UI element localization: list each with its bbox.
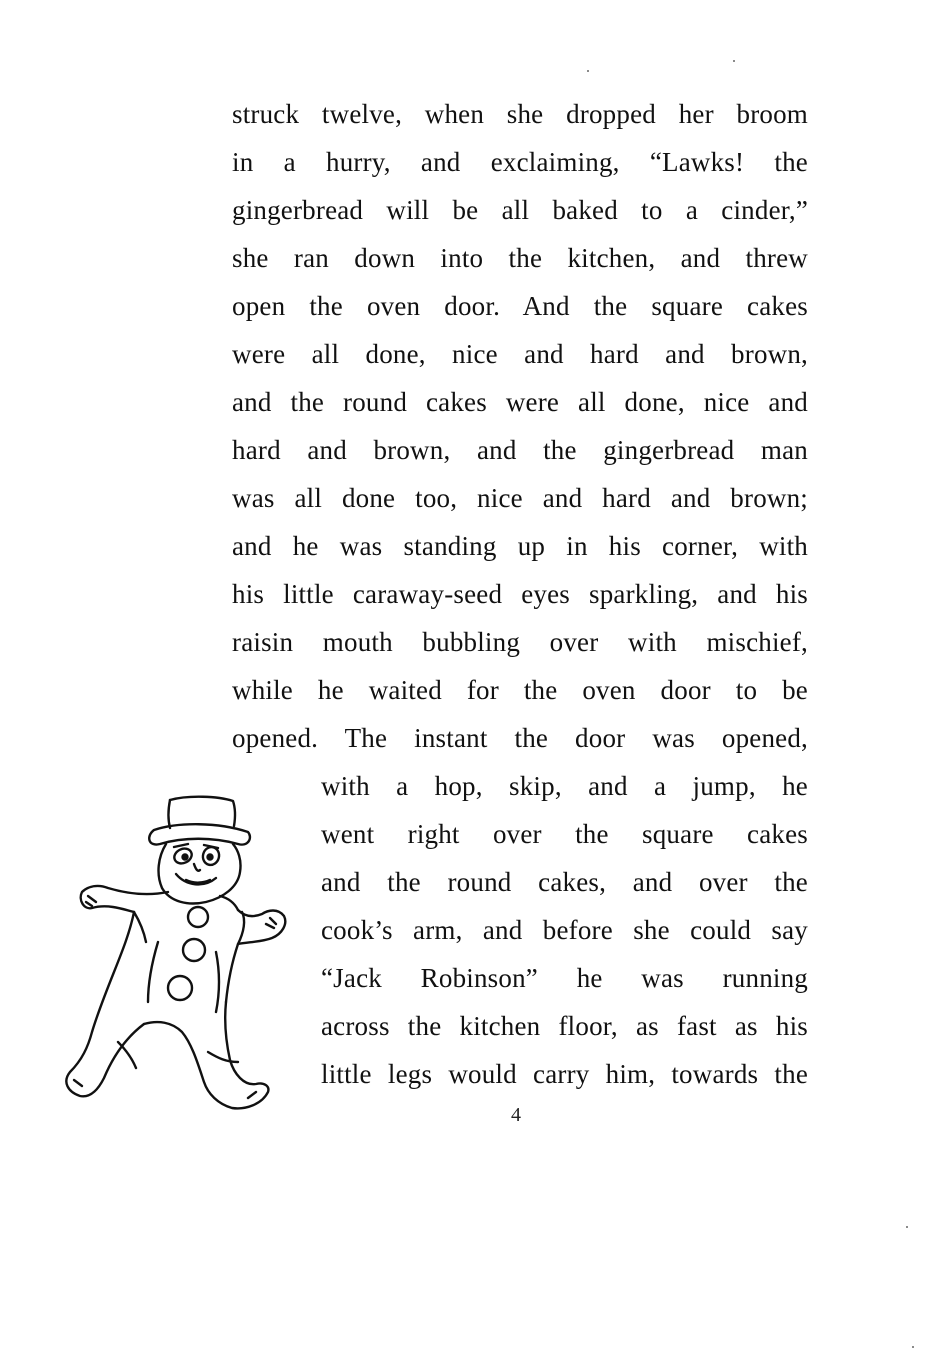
text-line: in a hurry, and exclaiming, “Lawks! the [232,147,808,177]
paper-speck [733,60,735,62]
text-line-indented: and the round cakes, and over the [321,867,808,897]
text-line: and the round cakes were all done, nice and [232,387,808,417]
text-line: and he was standing up in his corner, with [232,531,808,561]
text-line: opened. The instant the door was opened, [232,723,808,753]
text-line-indented: “Jack Robinson” he was running [321,963,808,993]
text-line: struck twelve, when she dropped her broom [232,99,808,129]
text-line-indented: cook’s arm, and before she could say [321,915,808,945]
text-line: open the oven door. And the square cakes [232,291,808,321]
text-line: gingerbread will be all baked to a cinder,” [232,195,808,225]
paper-speck [912,1346,914,1348]
text-line: were all done, nice and hard and brown, [232,339,808,369]
page-number: 4 [511,1104,521,1126]
text-line: was all done too, nice and hard and brown; [232,483,808,513]
text-line-indented: went right over the square cakes [321,819,808,849]
paper-speck [587,70,589,72]
gingerbread-man-illustration [48,792,298,1132]
text-line: while he waited for the oven door to be [232,675,808,705]
text-line-indented: little legs would carry him, towards the [321,1059,808,1089]
text-line: hard and brown, and the gingerbread man [232,435,808,465]
text-line-indented: across the kitchen floor, as fast as his [321,1011,808,1041]
paper-speck [906,1226,908,1228]
text-line: his little caraway-seed eyes sparkling, and his [232,579,808,609]
text-line: she ran down into the kitchen, and threw [232,243,808,273]
text-line-indented: with a hop, skip, and a jump, he [321,771,808,801]
text-line: raisin mouth bubbling over with mischief, [232,627,808,657]
